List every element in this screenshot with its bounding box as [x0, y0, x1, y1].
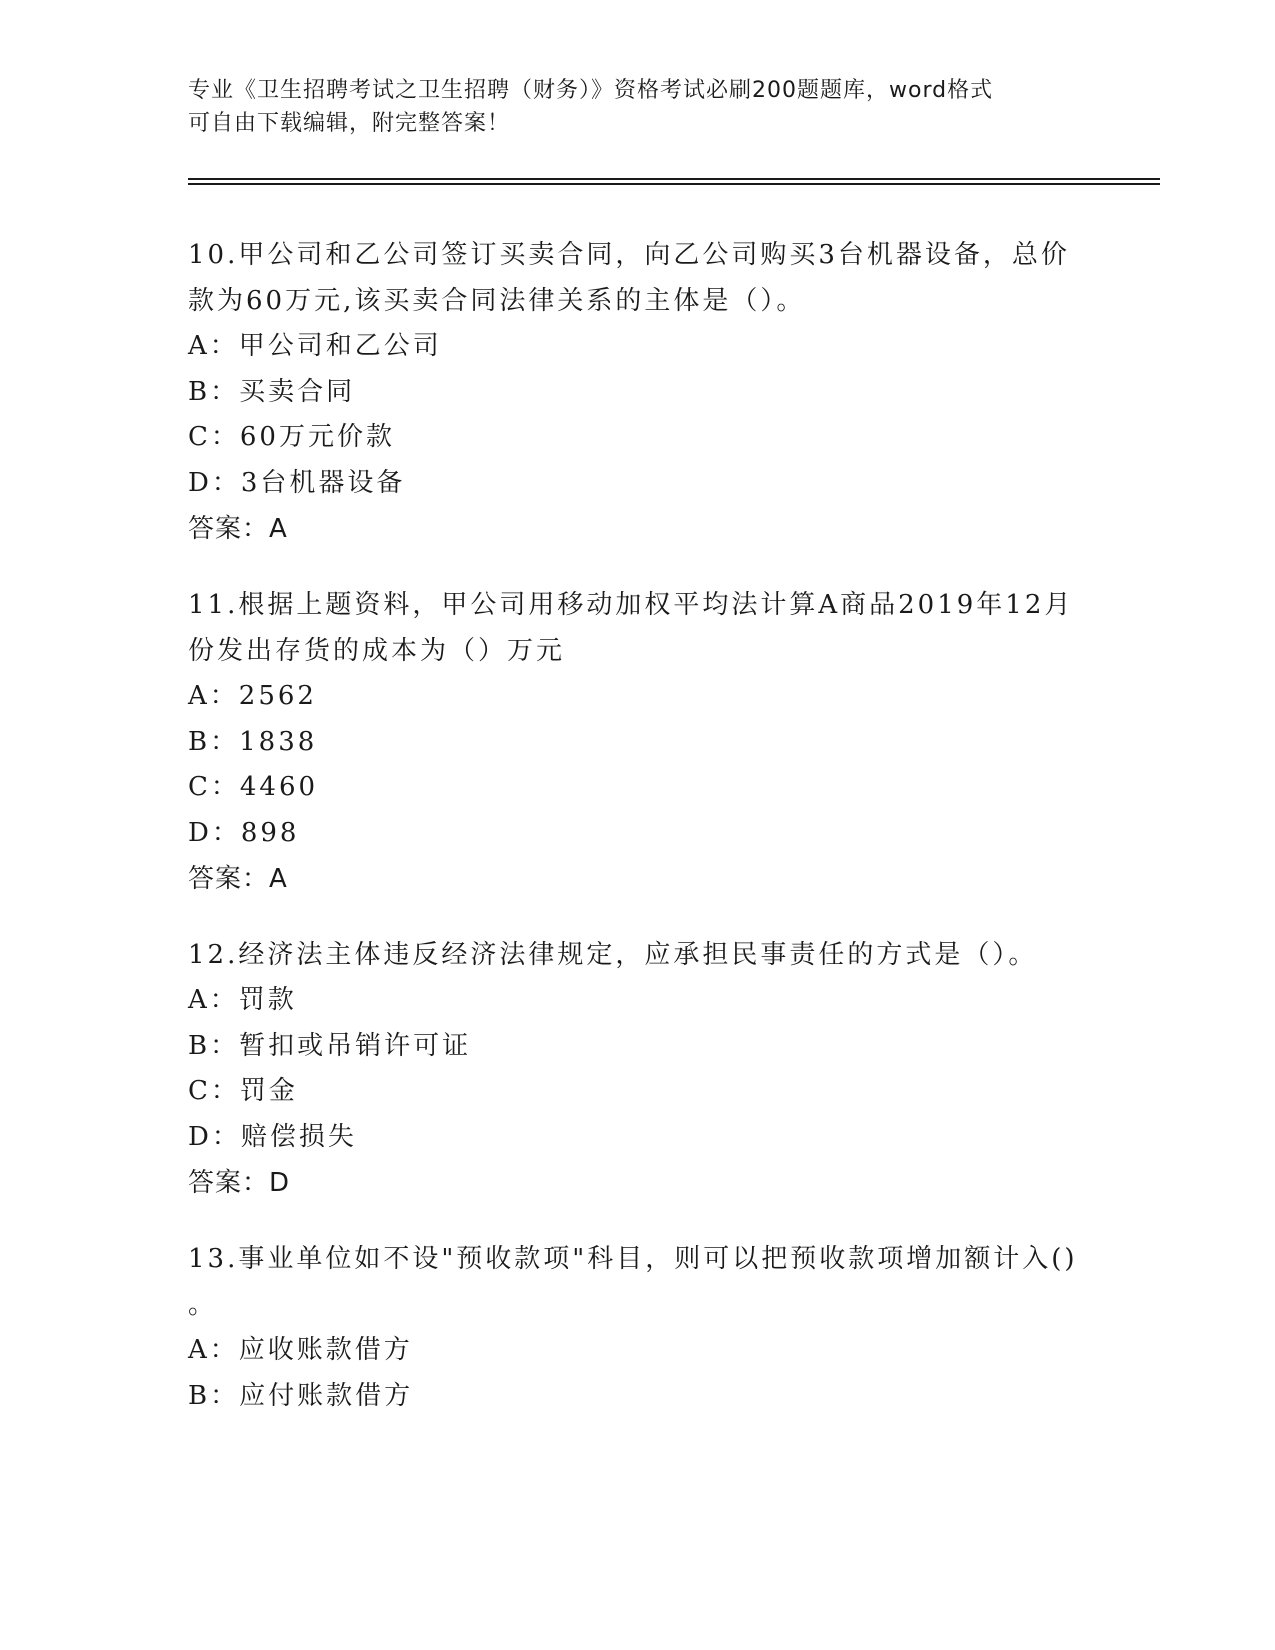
document-header [188, 74, 1088, 140]
question-text-line: 份发出存货的成本为（）万元 [188, 636, 566, 666]
option-b: B：买卖合同 [188, 376, 356, 407]
option-a: A：2562 [188, 681, 317, 711]
answer: 答案：D [188, 1168, 291, 1198]
header-line-2: 可自由下载编辑，附完整答案！ [188, 111, 511, 136]
option-b: B：1838 [188, 726, 318, 757]
question-text-line: 。 [188, 1290, 218, 1320]
question-text-line: 12.经济法主体违反经济法律规定，应承担民事责任的方式是（）。 [188, 940, 1038, 970]
option-a: A：应收账款借方 [188, 1335, 413, 1365]
option-c: C：4460 [188, 772, 319, 802]
question-text-line: 11.根据上题资料，甲公司用移动加权平均法计算A商品2019年12月 [188, 590, 1074, 620]
answer: 答案：A [188, 864, 288, 894]
header-divider-top [188, 178, 1160, 180]
question-list [188, 232, 1088, 1449]
header-line-1: 专业《卫生招聘考试之卫生招聘（财务）》资格考试必刷200题题库，word格式 [188, 78, 994, 103]
option-d: D：3台机器设备 [188, 467, 406, 498]
option-b: B：应付账款借方 [188, 1380, 414, 1411]
option-a: A：甲公司和乙公司 [188, 331, 442, 361]
option-b: B：暂扣或吊销许可证 [188, 1030, 472, 1061]
option-c: C：60万元价款 [188, 422, 395, 452]
header-divider-bottom [188, 183, 1160, 185]
question-text-line: 13.事业单位如不设"预收款项"科目，则可以把预收款项增加额计入() [188, 1244, 1078, 1274]
option-d: D：赔偿损失 [188, 1121, 357, 1152]
answer: 答案：A [188, 514, 288, 544]
question-text-line: 款为60万元,该买卖合同法律关系的主体是（）。 [188, 286, 806, 316]
option-d: D：898 [188, 817, 300, 848]
question-text [188, 932, 1088, 978]
question-13 [188, 1236, 1088, 1419]
option-c: C：罚金 [188, 1076, 298, 1106]
question-text [188, 1236, 1088, 1328]
question-text [188, 232, 1088, 324]
question-12 [188, 932, 1088, 1206]
question-text-line: 10.甲公司和乙公司签订买卖合同，向乙公司购买3台机器设备，总价 [188, 240, 1070, 270]
option-a: A：罚款 [188, 985, 297, 1015]
question-11 [188, 582, 1088, 902]
question-10 [188, 232, 1088, 552]
question-text [188, 582, 1088, 674]
